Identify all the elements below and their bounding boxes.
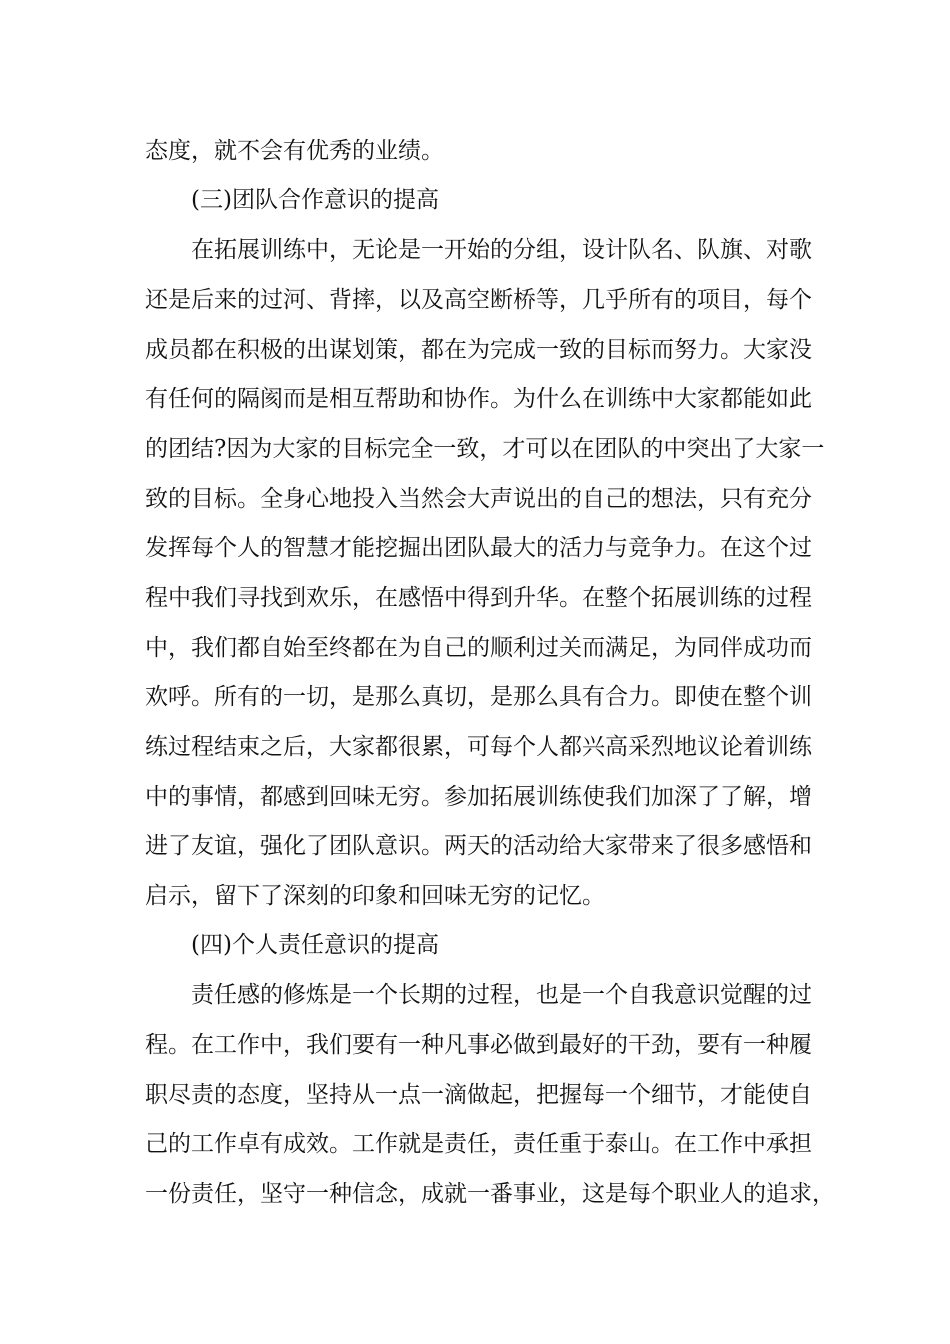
paragraph-line: 中的事情，都感到回味无穷。参加拓展训练使我们加深了了解，增 — [145, 784, 812, 810]
paragraph-line: 有任何的隔阂而是相互帮助和协作。为什么在训练中大家都能如此 — [145, 386, 812, 412]
paragraph-line: 一份责任，坚守一种信念，成就一番事业，这是每个职业人的追求， — [145, 1181, 835, 1207]
paragraph-line: 进了友谊，强化了团队意识。两天的活动给大家带来了很多感悟和 — [145, 833, 812, 859]
paragraph-line: 还是后来的过河、背摔，以及高空断桥等，几乎所有的项目，每个 — [145, 287, 812, 313]
paragraph-line: 练过程结束之后，大家都很累，可每个人都兴高采烈地议论着训练 — [145, 734, 812, 760]
paragraph-line: 致的目标。全身心地投入当然会大声说出的自己的想法，只有充分 — [145, 486, 812, 512]
paragraph-line: 成员都在积极的出谋划策，都在为完成一致的目标而努力。大家没 — [145, 337, 812, 363]
paragraph-line: 发挥每个人的智慧才能挖掘出团队最大的活力与竞争力。在这个过 — [145, 535, 812, 561]
paragraph-line: 的团结?因为大家的目标完全一致，才可以在团队的中突出了大家一 — [145, 436, 825, 462]
paragraph-line: 职尽责的态度，坚持从一点一滴做起，把握每一个细节，才能使自 — [145, 1082, 812, 1108]
paragraph-line: 责任感的修炼是一个长期的过程，也是一个自我意识觉醒的过 — [191, 982, 812, 1008]
paragraph-line: 程中我们寻找到欢乐，在感悟中得到升华。在整个拓展训练的过程 — [145, 585, 812, 611]
paragraph-line: 态度，就不会有优秀的业绩。 — [145, 138, 444, 164]
paragraph-line: 在拓展训练中，无论是一开始的分组，设计队名、队旗、对歌 — [191, 237, 812, 263]
section-heading: (三)团队合作意识的提高 — [191, 187, 439, 213]
paragraph-line: 欢呼。所有的一切，是那么真切，是那么具有合力。即使在整个训 — [145, 684, 812, 710]
paragraph-line: 程。在工作中，我们要有一种凡事必做到最好的干劲，要有一种履 — [145, 1032, 812, 1058]
paragraph-line: 启示，留下了深刻的印象和回味无穷的记忆。 — [145, 883, 605, 909]
paragraph-line: 己的工作卓有成效。工作就是责任，责任重于泰山。在工作中承担 — [145, 1131, 812, 1157]
section-heading: (四)个人责任意识的提高 — [191, 932, 439, 958]
paragraph-line: 中，我们都自始至终都在为自己的顺利过关而满足，为同伴成功而 — [145, 635, 812, 661]
